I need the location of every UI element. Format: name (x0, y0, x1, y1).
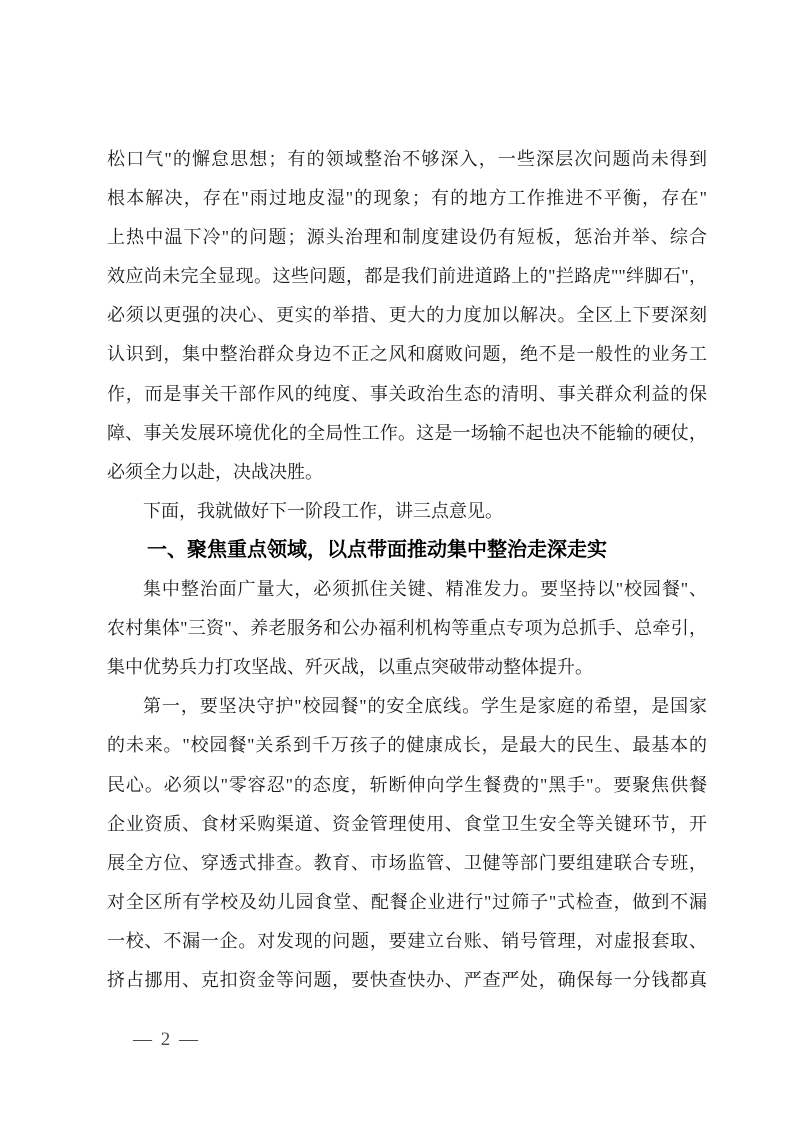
document-text (107, 140, 707, 1000)
text-line: 根本解决，存在"雨过地皮湿"的现象；有的地方工作推进不平衡，存在" (107, 188, 707, 209)
section-1-heading: 一、聚焦重点领域，以点带面推动集中整治走深走实 (147, 538, 607, 561)
text-line: 作，而是事关干部作风的纯度、事关政治生态的清明、事关群众利益的保 (107, 383, 707, 404)
text-line: 农村集体"三资"、养老服务和公办福利机构等重点专项为总抓手、总牵引， (107, 618, 707, 639)
text-line: 企业资质、食材采购渠道、资金管理使用、食堂卫生安全等关键环节，开 (107, 813, 707, 834)
text-line: 集中整治面广量大，必须抓住关键、精准发力。要坚持以"校园餐"、 (143, 579, 707, 600)
text-line: 必须以更强的决心、更实的举措、更大的力度加以解决。全区上下要深刻 (107, 305, 707, 326)
text-line: 集中优势兵力打攻坚战、歼灭战，以重点突破带动整体提升。 (107, 657, 593, 678)
text-line: 必须全力以赴，决战决胜。 (107, 461, 323, 482)
text-line: 民心。必须以"零容忍"的态度，斩断伸向学生餐费的"黑手"。要聚焦供餐 (107, 774, 707, 795)
text-line: 下面，我就做好下一阶段工作，讲三点意见。 (143, 500, 503, 521)
text-line: 的未来。"校园餐"关系到千万孩子的健康成长，是最大的民生、最基本的 (107, 735, 707, 756)
text-line: 认识到，集中整治群众身边不正之风和腐败问题，绝不是一般性的业务工 (107, 344, 707, 365)
text-line: 对全区所有学校及幼儿园食堂、配餐企业进行"过筛子"式检查，做到不漏 (107, 891, 707, 912)
text-line: 效应尚未完全显现。这些问题，都是我们前进道路上的"拦路虎""绊脚石"， (107, 266, 707, 287)
page-number: — 2 — (133, 1029, 200, 1050)
text-line: 展全方位、穿透式排查。教育、市场监管、卫健等部门要组建联合专班， (107, 852, 707, 873)
text-line: 上热中温下冷"的问题；源头治理和制度建设仍有短板，惩治并举、综合 (107, 227, 707, 248)
text-line: 第一，要坚决守护"校园餐"的安全底线。学生是家庭的希望，是国家 (143, 696, 707, 717)
text-line: 松口气"的懈怠思想；有的领域整治不够深入，一些深层次问题尚未得到 (107, 149, 707, 169)
text-line: 障、事关发展环境优化的全局性工作。这是一场输不起也决不能输的硬仗， (107, 422, 707, 443)
text-line: 挤占挪用、克扣资金等问题，要快查快办、严查严处，确保每一分钱都真 (107, 969, 707, 990)
text-line: 一校、不漏一企。对发现的问题，要建立台账、销号管理，对虚报套取、 (107, 930, 707, 951)
